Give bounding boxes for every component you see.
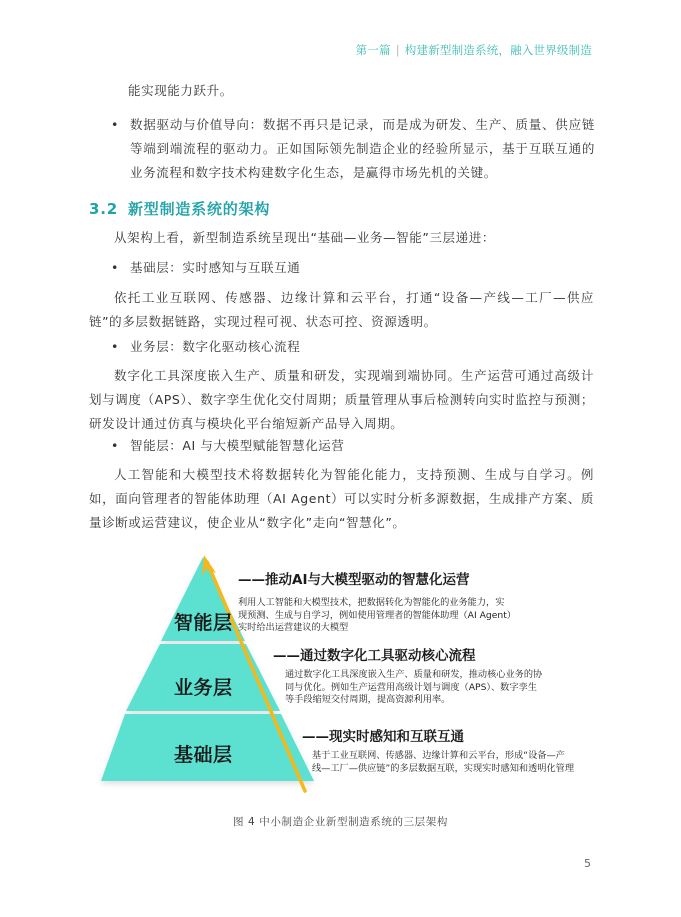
paragraph-foundation: 依托工业互联网、传感器、边缘计算和云平台，打通“设备—产线—工厂—供应链”的多层数据链路，实现过程可视、状态可控、资源透明。 bbox=[89, 290, 594, 329]
bullet-intelligence bbox=[113, 434, 595, 458]
desc-line: 通过数字化工具深度嵌入生产、质量和研发，推动核心业务的协 bbox=[285, 669, 543, 680]
bullet-foundation bbox=[113, 256, 595, 280]
layer-label-foundation: 基础层 bbox=[174, 744, 233, 766]
figure-caption: 图 4 中小制造企业新型制造系统的三层架构 bbox=[233, 816, 448, 828]
desc-line: 线—工厂—供应链”的多层数据互联，实现实时感知和透明化管理 bbox=[312, 762, 575, 774]
header-title: 构建新型制造系统，融入世界级制造 bbox=[404, 43, 592, 57]
bullet-dot: • bbox=[111, 260, 119, 275]
page-number: 5 bbox=[584, 857, 591, 870]
bullet-dot: • bbox=[111, 438, 119, 453]
paragraph-intelligence: 人工智能和大模型技术将数据转化为智能化能力，支持预测、生成与自学习。例如，面向管理者的智能体助理（AI Agent）可以实时分析多源数据，生成排产方案、质量诊断或运营建议，使企业从“数字化”走向“智慧化”。 bbox=[89, 467, 594, 530]
bullet-dot: • bbox=[111, 339, 119, 354]
section-lead: 从架构上看，新型制造系统呈现出“基础—业务—智能”三层递进： bbox=[114, 230, 495, 245]
layer-label-intelligence: 智能层 bbox=[174, 612, 233, 634]
desc-line: 现预测、生成与自学习，例如使用管理者的智能体助理（AI Agent） bbox=[238, 609, 516, 621]
intro-bullet-text: 数据驱动与价值导向：数据不再只是记录，而是成为研发、生产、质量、供应链等端到端流程的驱动力。正如国际领先制造企业的经验所显示，基于互联互通的业务流程和数字技术构建数字化生态，是赢得市场先机的关键。 bbox=[130, 117, 595, 180]
intro-bullet bbox=[113, 113, 595, 185]
intro-continuation: 能实现能力跃升。 bbox=[128, 83, 233, 98]
bullet-business-text: 业务层：数字化驱动核心流程 bbox=[130, 339, 301, 354]
header-separator: | bbox=[395, 43, 400, 57]
pyramid-figure bbox=[90, 545, 600, 805]
layer-label-business: 业务层 bbox=[174, 677, 233, 699]
desc-business bbox=[285, 669, 542, 707]
heading-business: ——通过数字化工具驱动核心流程 bbox=[273, 648, 476, 664]
desc-line: 基于工业互联网、传感器、边缘计算和云平台，形成“设备—产 bbox=[312, 750, 565, 761]
section-heading bbox=[89, 198, 270, 219]
heading-foundation: ——现实时感知和互联互通 bbox=[302, 729, 464, 745]
bullet-foundation-text: 基础层：实时感知与互联互通 bbox=[130, 260, 301, 275]
header-part: 第一篇 bbox=[355, 43, 391, 57]
desc-line: 实时给出运营建议的大模型 bbox=[238, 622, 349, 633]
desc-line: 利用人工智能和大模型技术，把数据转化为智能化的业务能力，实 bbox=[238, 597, 505, 608]
running-header bbox=[356, 42, 592, 58]
desc-line: 同与优化。例如生产运营用高级计划与调度（APS）、数字孪生 bbox=[285, 681, 537, 693]
bullet-intelligence-text: 智能层：AI 与大模型赋能智慧化运营 bbox=[130, 438, 345, 453]
bullet-business bbox=[113, 335, 595, 359]
desc-foundation bbox=[312, 750, 574, 775]
heading-intelligence: ——推动AI与大模型驱动的智慧化运营 bbox=[238, 572, 470, 588]
paragraph-business: 数字化工具深度嵌入生产、质量和研发，实现端到端协同。生产运营可通过高级计划与调度（APS）、数字孪生优化交付周期；质量管理从事后检测转向实时监控与预测；研发设计通过仿真与模块化平台缩短新产品导入周期。 bbox=[89, 368, 594, 431]
section-title: 新型制造系统的架构 bbox=[127, 200, 271, 218]
section-number: 3.2 bbox=[89, 200, 118, 218]
desc-line: 等手段缩短交付周期，提高资源利用率。 bbox=[285, 694, 451, 705]
desc-intelligence bbox=[238, 597, 516, 635]
bullet-dot: • bbox=[111, 117, 119, 132]
